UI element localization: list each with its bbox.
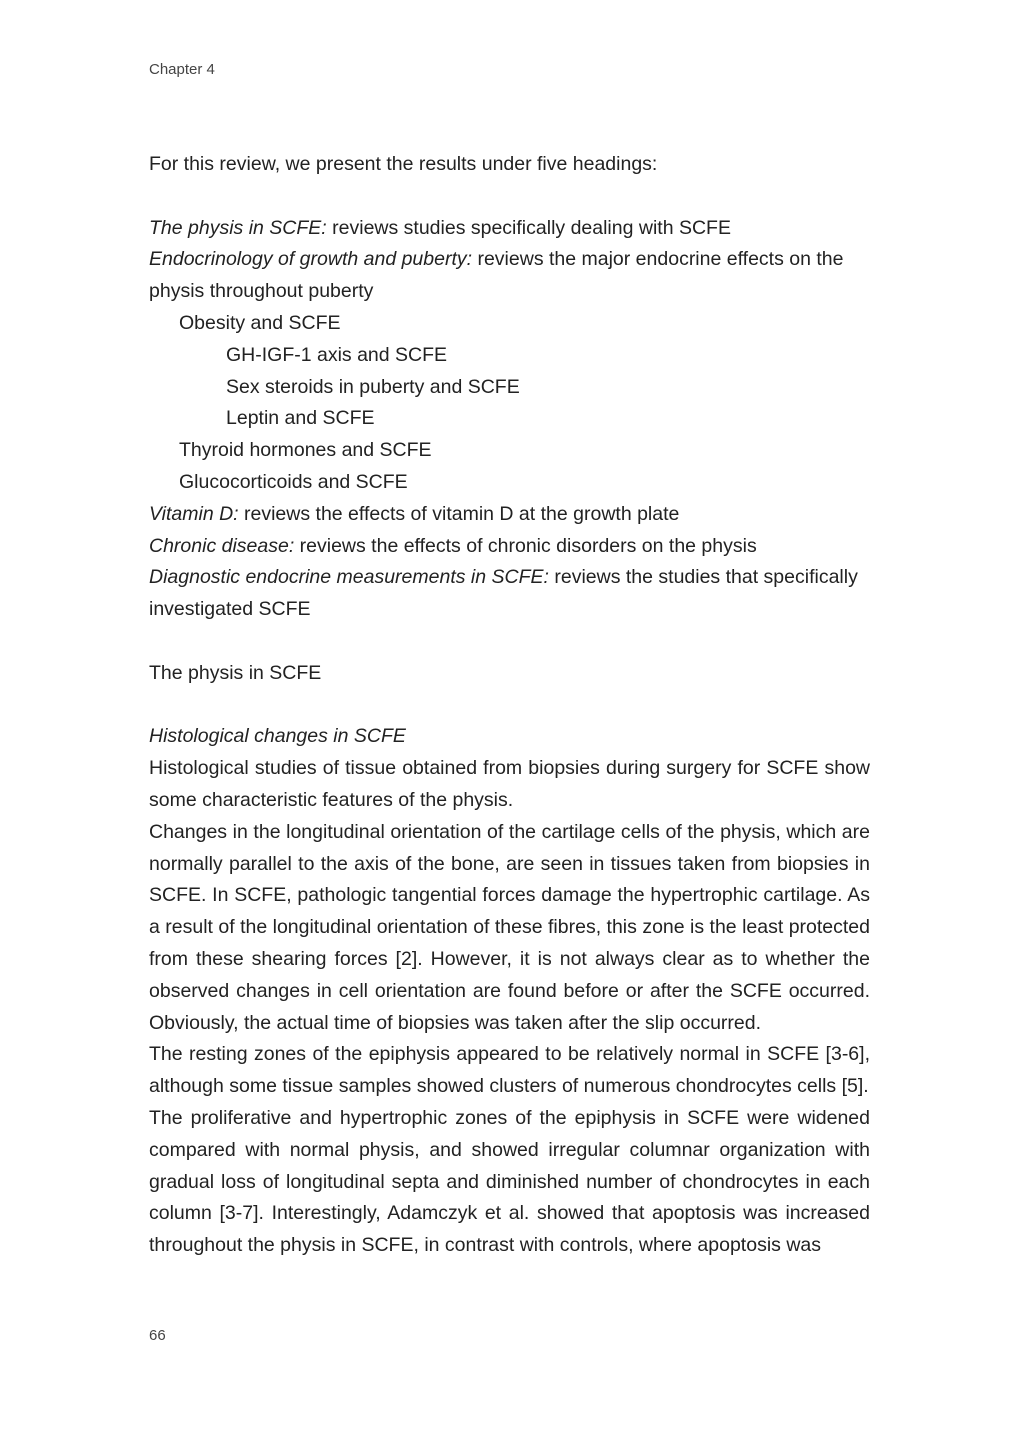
heading-desc: reviews the effects of chronic disorders on the physis bbox=[294, 534, 757, 557]
paragraph: Changes in the longitudinal orientation of the cartilage cells of the physis, which are normally parallel to the axis of the bone, are seen in tissues taken from biopsies in SCFE. In SCFE, pathologic tangential forces damage the hypertrophic cartilage. As a result of the longitudinal orientation of these fibres, this zone is the least protected from these shearing forces [2]. However, it is not always clear as to whether the observed changes in cell orientation are found before or after the SCFE occurred. Obviously, the actual time of biopsies was taken after the slip occurred. bbox=[149, 820, 870, 1034]
heading-item-diagnostic bbox=[149, 562, 870, 594]
subheading-item-obesity: Obesity and SCFE bbox=[179, 311, 341, 334]
running-head: Chapter 4 bbox=[149, 61, 215, 78]
section-title: The physis in SCFE bbox=[149, 661, 322, 684]
spacer bbox=[149, 181, 870, 213]
paragraph: Histological studies of tissue obtained from biopsies during surgery for SCFE show some characteristic features of the physis. bbox=[149, 757, 870, 811]
page-body bbox=[149, 149, 870, 1262]
heading-item-chronic-disease bbox=[149, 531, 870, 563]
heading-item-vitamin-d bbox=[149, 499, 870, 531]
spacer bbox=[149, 626, 870, 658]
subheading-item-thyroid: Thyroid hormones and SCFE bbox=[179, 439, 432, 462]
heading-desc: reviews the major endocrine effects on the bbox=[472, 248, 844, 271]
heading-item-physis bbox=[149, 213, 870, 245]
heading-desc: reviews the studies that specifically bbox=[548, 566, 858, 589]
heading-item-diagnostic-cont: investigated SCFE bbox=[149, 598, 311, 621]
heading-desc: reviews the effects of vitamin D at the growth plate bbox=[238, 502, 680, 525]
paragraph: The proliferative and hypertrophic zones of the epiphysis in SCFE were widened compared with normal physis, and showed irregular columnar organization with gradual loss of longitudinal septa and diminished number of chondrocytes in each column [3-7]. Interestingly, Adamczyk et al. showed that apoptosis was increased throughout the physis in SCFE, in contrast with controls, where apoptosis was bbox=[149, 1106, 870, 1257]
heading-term: Endocrinology of growth and puberty: bbox=[149, 248, 473, 271]
paragraph: The resting zones of the epiphysis appeared to be relatively normal in SCFE [3-6], although some tissue samples showed clusters of numerous chondrocytes cells [5]. bbox=[149, 1043, 870, 1098]
heading-term: The physis in SCFE: bbox=[149, 216, 327, 239]
heading-desc: reviews studies specifically dealing with SCFE bbox=[326, 216, 731, 239]
subheading-item-leptin: Leptin and SCFE bbox=[226, 407, 375, 430]
heading-term: Vitamin D: bbox=[149, 502, 239, 525]
heading-item-endocrinology bbox=[149, 244, 870, 276]
page-number: 66 bbox=[149, 1327, 166, 1344]
subsection-title: Histological changes in SCFE bbox=[149, 725, 406, 748]
heading-item-endocrinology-cont: physis throughout puberty bbox=[149, 280, 374, 303]
intro-line: For this review, we present the results under five headings: bbox=[149, 153, 658, 175]
subheading-item-glucocorticoids: Glucocorticoids and SCFE bbox=[179, 470, 408, 493]
spacer bbox=[149, 690, 870, 722]
heading-term: Chronic disease: bbox=[149, 534, 295, 557]
heading-term: Diagnostic endocrine measurements in SCFE: bbox=[149, 566, 549, 589]
subheading-item-gh: GH-IGF-1 axis and SCFE bbox=[226, 343, 448, 366]
subheading-item-sex-steroids: Sex steroids in puberty and SCFE bbox=[226, 375, 520, 398]
